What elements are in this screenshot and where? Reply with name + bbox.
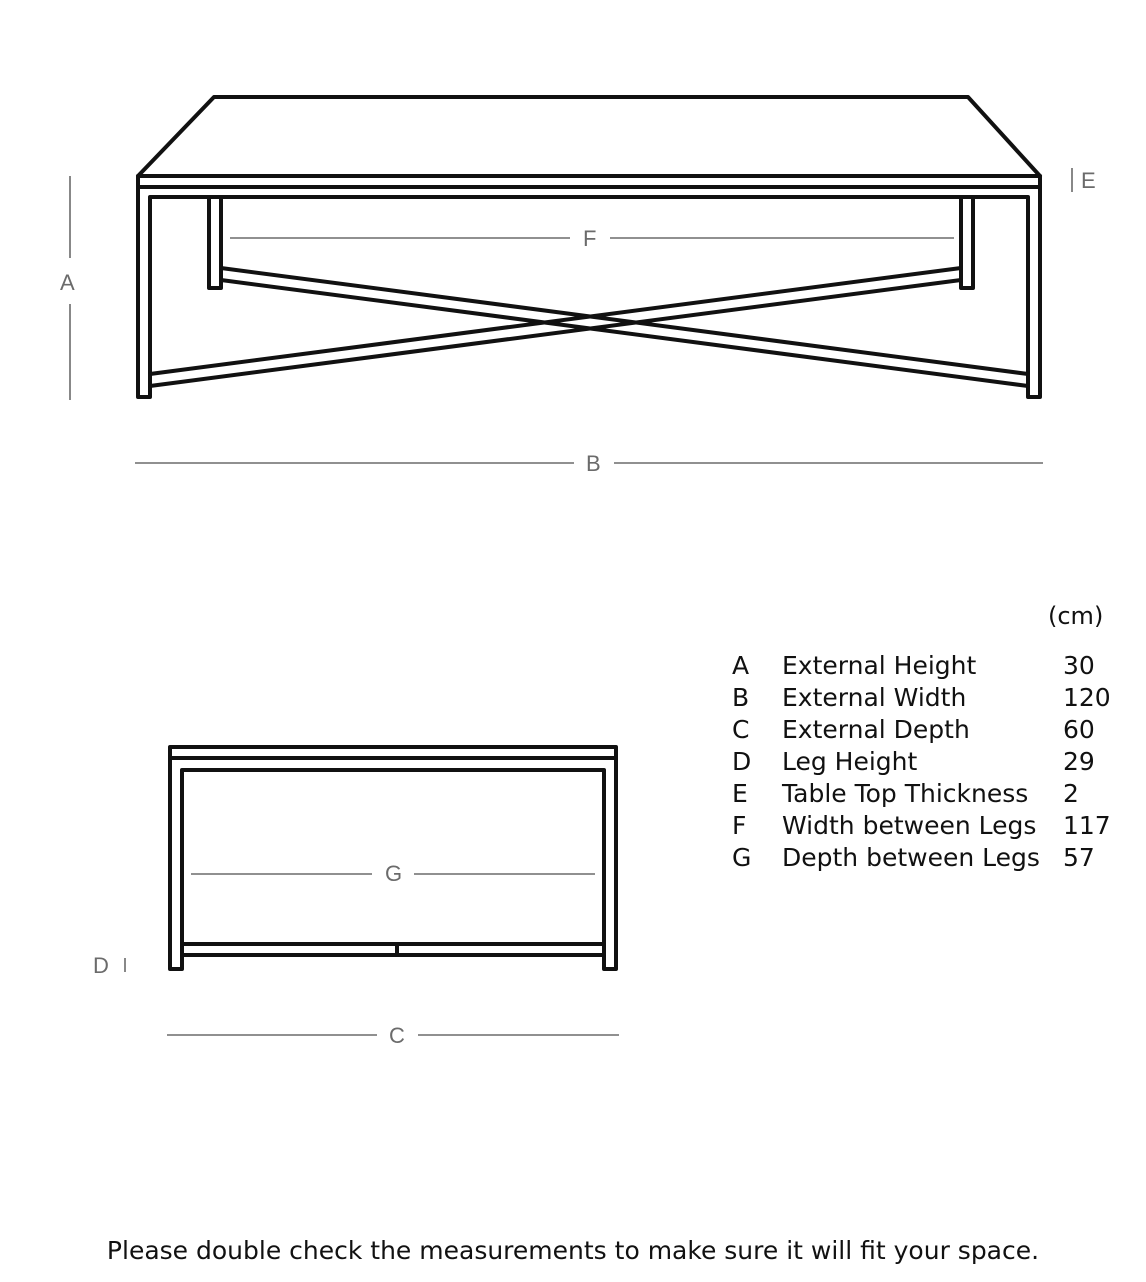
legend-value: 120 [1063, 683, 1111, 712]
table-top [138, 97, 1040, 176]
front-frame [138, 187, 1040, 397]
side-table-top-edge [170, 747, 616, 758]
side-stretcher [182, 944, 604, 955]
legend-row [728, 810, 1128, 842]
rear-leg-left [209, 197, 221, 288]
legend-name: External Height [782, 651, 977, 680]
legend-key: D [732, 747, 752, 776]
dim-label-d: D [93, 953, 109, 978]
legend-name: Leg Height [782, 747, 918, 776]
legend-key: G [732, 843, 752, 872]
rear-leg-right [961, 197, 973, 288]
legend-row [728, 746, 1128, 778]
legend-value: 60 [1063, 715, 1095, 744]
legend-value: 117 [1063, 811, 1111, 840]
dim-label-b: B [586, 451, 601, 476]
legend-name: Depth between Legs [782, 843, 1040, 872]
dim-label-e: E [1081, 168, 1096, 193]
legend-value: 2 [1063, 779, 1079, 808]
legend-row [728, 714, 1128, 746]
dimension-legend [728, 650, 1128, 874]
dim-label-f: F [583, 226, 597, 251]
legend-key: B [732, 683, 750, 712]
footer-note: Please double check the measurements to make sure it will fit your space. [106, 1236, 1040, 1265]
legend-name: External Depth [782, 715, 970, 744]
legend-key: A [732, 651, 750, 680]
legend-name: Width between Legs [782, 811, 1037, 840]
dim-label-a: A [60, 270, 75, 295]
legend-key: E [732, 779, 748, 808]
side-view [170, 747, 616, 969]
legend-value: 29 [1063, 747, 1095, 776]
legend-row [728, 682, 1128, 714]
legend-key: C [732, 715, 750, 744]
dim-label-c: C [389, 1023, 405, 1048]
legend-row [728, 650, 1128, 682]
unit-label: (cm) [1048, 602, 1104, 630]
dim-label-g: G [385, 861, 403, 886]
legend-row [728, 842, 1128, 874]
legend-key: F [732, 811, 747, 840]
legend-name: External Width [782, 683, 967, 712]
table-top-edge [138, 176, 1040, 187]
legend-row [728, 778, 1128, 810]
legend-value: 57 [1063, 843, 1095, 872]
legend-name: Table Top Thickness [782, 779, 1029, 808]
legend-value: 30 [1063, 651, 1095, 680]
